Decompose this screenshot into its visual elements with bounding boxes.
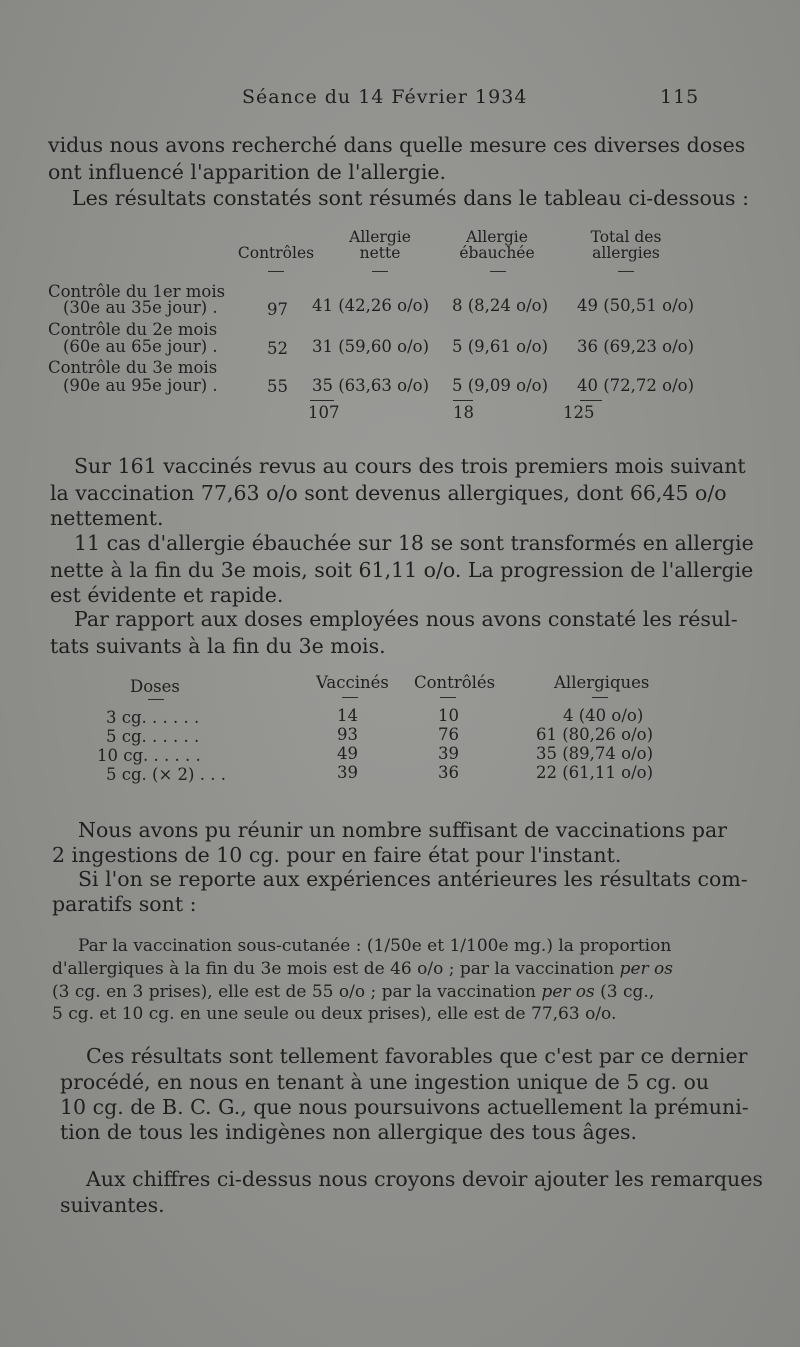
row-label: Contrôle du 1er mois — [48, 282, 226, 301]
col-header-nette-1: Allergie — [349, 228, 411, 246]
cell-ebauchee: 5 (9,09 o/o) — [452, 376, 549, 395]
text-line: ont influencé l'apparition de l'allergie. — [48, 160, 447, 184]
row-label: Contrôle du 3e mois — [48, 358, 218, 377]
text-line: Les résultats constatés sont résumés dans le tableau ci-dessous : — [72, 186, 749, 210]
cell-controles: 76 — [438, 725, 459, 744]
text-line: tats suivants à la fin du 3e mois. — [50, 634, 386, 658]
col-header-total-2: allergies — [592, 244, 660, 262]
text-line: est évidente et rapide. — [50, 583, 284, 607]
dose-label: 3 cg. . . . . . — [106, 708, 200, 727]
sum-rule — [310, 400, 334, 401]
col-header-controles: Contrôles — [237, 244, 315, 262]
header-dash — [618, 271, 634, 272]
text-line: nette à la fin du 3e mois, soit 61,11 o/o. La progression de l'allergie — [50, 558, 754, 582]
header-dash — [148, 699, 164, 700]
total-ebauchee: 18 — [453, 403, 474, 422]
cell-controles: 52 — [267, 339, 288, 358]
dose-label: 5 cg. . . . . . — [106, 727, 200, 746]
text-line: 11 cas d'allergie ébauchée sur 18 se sont transformés en allergie — [74, 531, 754, 555]
cell-controles: 10 — [438, 706, 459, 725]
note-italic: per os — [541, 982, 595, 1002]
col-header-vaccines: Vaccinés — [316, 673, 389, 692]
text-line: Sur 161 vaccinés revus au cours des trois premiers mois suivant — [74, 454, 746, 478]
col-header-controles: Contrôlés — [414, 673, 496, 692]
cell-controles: 55 — [267, 377, 288, 396]
text-line: paratifs sont : — [52, 892, 197, 916]
cell-vaccines: 93 — [337, 725, 358, 744]
cell-total: 36 (69,23 o/o) — [577, 337, 695, 356]
note-line: Par la vaccination sous-cutanée : (1/50e et 1/100e mg.) la proportion — [78, 936, 672, 956]
col-header-ebauchee-1: Allergie — [466, 228, 528, 246]
header-dash — [372, 271, 388, 272]
header-dash — [440, 697, 456, 698]
text-line: Aux chiffres ci-dessus nous croyons devoir ajouter les remarques — [86, 1167, 763, 1191]
note-line — [52, 980, 654, 1004]
text-line: 2 ingestions de 10 cg. pour en faire état pour l'instant. — [52, 843, 622, 867]
note-text: (3 cg., — [594, 982, 655, 1002]
cell-total: 49 (50,51 o/o) — [577, 296, 695, 315]
row-label: (90e au 95e jour) . — [63, 376, 218, 395]
sum-rule — [580, 400, 602, 401]
header-dash — [592, 697, 608, 698]
cell-vaccines: 14 — [337, 706, 358, 725]
text-line: vidus nous avons recherché dans quelle mesure ces diverses doses — [48, 133, 746, 157]
cell-nette: 31 (59,60 o/o) — [312, 337, 430, 356]
text-line: Nous avons pu réunir un nombre suffisant de vaccinations par — [78, 818, 728, 842]
cell-total: 40 (72,72 o/o) — [577, 376, 695, 395]
running-header-title: Séance du 14 Février 1934 — [242, 86, 528, 108]
text-line: Par rapport aux doses employées nous avons constaté les résul- — [74, 607, 738, 631]
text-line: suivantes. — [60, 1193, 165, 1217]
text-line: Ces résultats sont tellement favorables que c'est par ce dernier — [86, 1044, 748, 1068]
note-line: 5 cg. et 10 cg. en une seule ou deux prises), elle est de 77,63 o/o. — [52, 1004, 617, 1024]
cell-ebauchee: 8 (8,24 o/o) — [452, 296, 549, 315]
col-header-allergiques: Allergiques — [554, 673, 650, 692]
cell-controles: 36 — [438, 763, 459, 782]
cell-nette: 41 (42,26 o/o) — [312, 296, 430, 315]
text-line: nettement. — [50, 506, 164, 530]
header-dash — [490, 271, 506, 272]
header-dash — [342, 697, 358, 698]
cell-nette: 35 (63,63 o/o) — [312, 376, 430, 395]
row-label: (60e au 65e jour) . — [63, 337, 218, 356]
cell-controles: 39 — [438, 744, 459, 763]
text-line: 10 cg. de B. C. G., que nous poursuivons actuellement la prémuni- — [60, 1095, 749, 1119]
text-line: Si l'on se reporte aux expériences antérieures les résultats com- — [78, 867, 748, 891]
row-label: Contrôle du 2e mois — [48, 320, 218, 339]
text-line: tion de tous les indigènes non allergique des tous âges. — [60, 1120, 638, 1144]
cell-allergiques: 4 (40 o/o) — [563, 706, 644, 725]
note-line — [52, 957, 673, 981]
col-header-ebauchee-2: ébauchée — [459, 244, 535, 262]
cell-allergiques: 35 (89,74 o/o) — [536, 744, 654, 763]
note-italic: per os — [619, 959, 673, 979]
text-line: procédé, en nous en tenant à une ingestion unique de 5 cg. ou — [60, 1070, 710, 1094]
total-total: 125 — [563, 403, 595, 422]
cell-allergiques: 22 (61,11 o/o) — [536, 763, 654, 782]
col-header-nette-2: nette — [359, 244, 401, 262]
cell-vaccines: 49 — [337, 744, 358, 763]
note-text: (3 cg. en 3 prises), elle est de 55 o/o ; par la vaccination — [52, 982, 542, 1002]
total-nette: 107 — [308, 403, 340, 422]
header-dash — [268, 271, 284, 272]
cell-controles: 97 — [267, 300, 288, 319]
row-label: (30e au 35e jour) . — [63, 298, 218, 317]
text-line: la vaccination 77,63 o/o sont devenus allergiques, dont 66,45 o/o — [50, 481, 727, 505]
cell-vaccines: 39 — [337, 763, 358, 782]
cell-ebauchee: 5 (9,61 o/o) — [452, 337, 549, 356]
note-text: d'allergiques à la fin du 3e mois est de 46 o/o ; par la vaccination — [52, 959, 620, 979]
col-header-total-1: Total des — [590, 228, 662, 246]
cell-allergiques: 61 (80,26 o/o) — [536, 725, 654, 744]
sum-rule — [453, 400, 473, 401]
dose-label: 10 cg. . . . . . — [97, 746, 201, 765]
page-number: 115 — [660, 86, 700, 108]
dose-label: 5 cg. (× 2) . . . — [106, 765, 226, 784]
col-header-doses: Doses — [130, 677, 180, 696]
